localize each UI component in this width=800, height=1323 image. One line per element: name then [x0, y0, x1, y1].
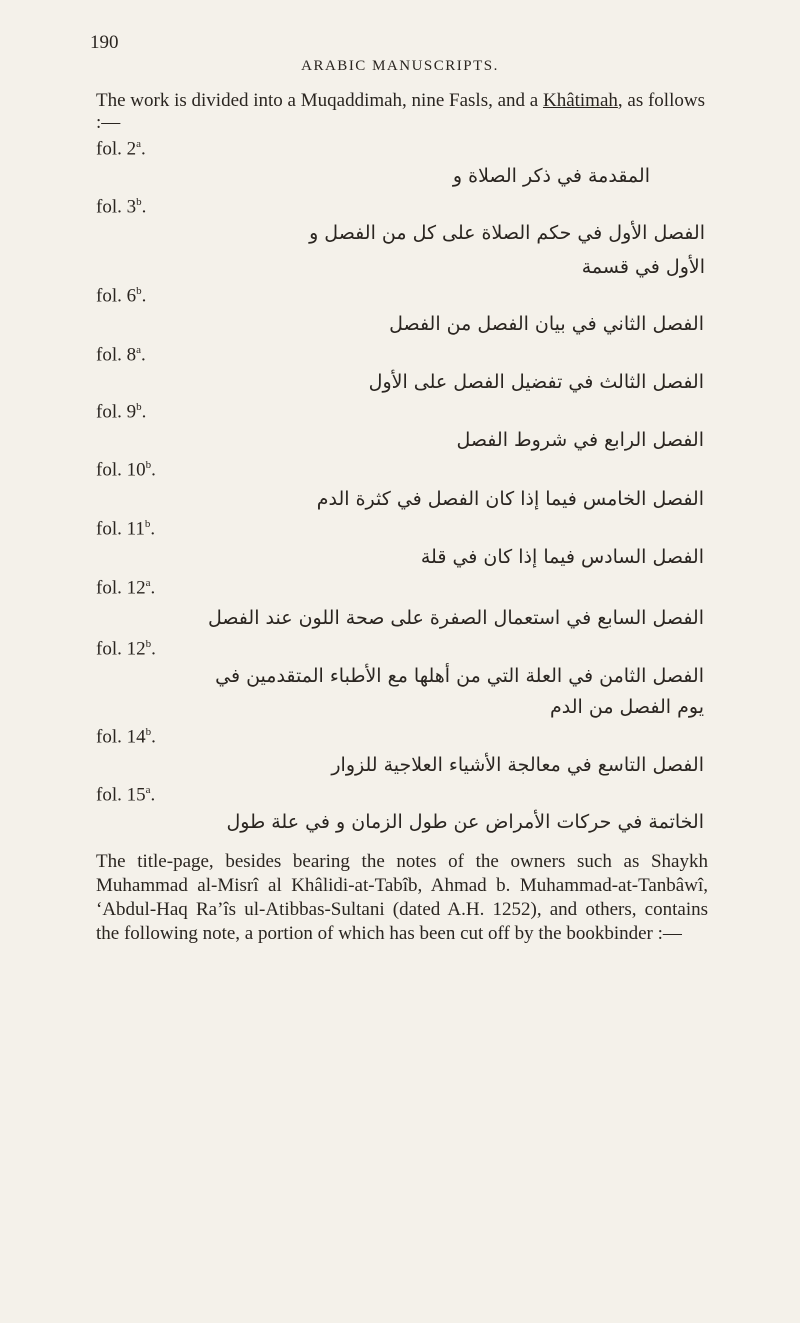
folio-label: fol. 3$^b$.: [96, 196, 147, 218]
arabic-line: الفصل الأول في حكم الصلاة على كل من الفصل و: [309, 222, 705, 244]
arabic-line: الأول في قسمة: [581, 256, 705, 278]
folio-label: fol. 2$^a$.: [96, 138, 146, 160]
page-number: 190: [90, 32, 119, 53]
arabic-line: الفصل السابع في استعمال الصفرة على صحة اللون عند الفصل: [207, 607, 704, 629]
arabic-line: الفصل الخامس فيما إذا كان الفصل في كثرة الدم: [316, 488, 704, 510]
intro-text-a: The work is divided into a Muqaddimah, nine Fasls, and a: [96, 90, 543, 111]
arabic-line: الفصل التاسع في معالجة الأشياء العلاجية للزوار: [331, 754, 704, 776]
folio-label: fol. 15$^a$.: [96, 784, 156, 806]
intro-text-b: , as follows :—: [96, 90, 705, 133]
folio-label: fol. 9$^b$.: [96, 401, 147, 423]
arabic-line: المقدمة في ذكر الصلاة و: [452, 165, 650, 187]
arabic-line: الفصل الثاني في بيان الفصل من الفصل: [389, 313, 704, 335]
intro-khatimah: Khâtimah: [542, 90, 618, 111]
folio-label: fol. 12$^a$.: [96, 577, 156, 599]
closing-paragraph: The title-page, besides bearing the notes of the owners such as Shaykh Muhammad al-Misrî al Khâlidi-at-Tabîb, Ahmad b. Muhammad-at-Tanbâwî, ‘Abdul-Haq Ra’îs ul-Atibbas-Sultani (dated A.H. 1252), and others, contains the following note, a portion of which has been cut off by the bookbinder :—: [96, 851, 708, 944]
folio-label: fol. 10$^b$.: [96, 459, 156, 481]
folio-label: fol. 12$^b$.: [96, 638, 156, 660]
arabic-line: يوم الفصل من الدم: [550, 696, 704, 718]
arabic-line: الخاتمة في حركات الأمراض عن طول الزمان و في علة طول: [226, 811, 704, 833]
arabic-line: الفصل الثامن في العلة التي من أهلها مع الأطباء المتقدمين في: [215, 665, 704, 687]
running-title: ARABIC MANUSCRIPTS.: [301, 58, 499, 74]
folio-label: fol. 14$^b$.: [96, 726, 156, 748]
folio-label: fol. 8$^a$.: [96, 344, 146, 366]
arabic-line: الفصل الثالث في تفضيل الفصل على الأول: [368, 371, 704, 393]
folio-label: fol. 6$^b$.: [96, 285, 147, 307]
arabic-line: الفصل الرابع في شروط الفصل: [456, 429, 704, 451]
intro-paragraph: [96, 90, 706, 134]
arabic-line: الفصل السادس فيما إذا كان في قلة: [420, 546, 704, 568]
folio-label: fol. 11$^b$.: [96, 518, 156, 540]
